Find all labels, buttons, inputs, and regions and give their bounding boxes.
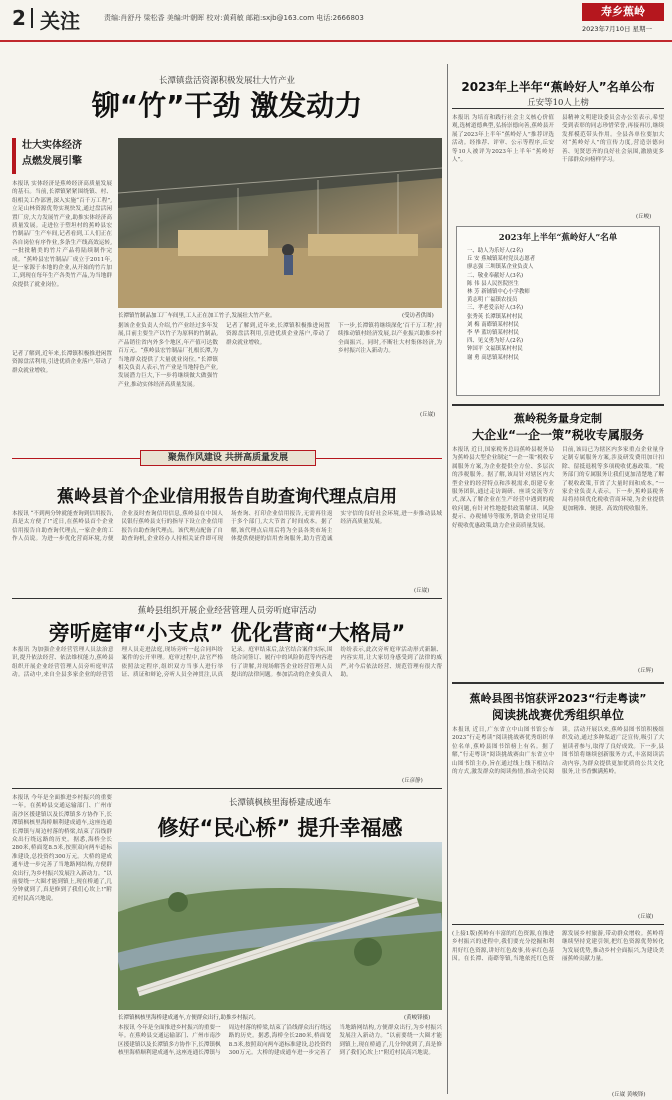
- list-item: 林 芳 新铺镇中心小学教师: [467, 289, 530, 296]
- goodpeople-list-box: [456, 226, 660, 396]
- top-text-col1b: 记者了解到,近年来,长潭镇积极推进闲置资源盘活利用,引进优质企业落户,带动了群众就业增收。: [12, 351, 112, 374]
- page-name: 关注: [40, 9, 80, 33]
- bridge-photo: [118, 842, 442, 1010]
- goodpeople-text1: 本报讯 为培育和践行社会主义核心价值观,选树道德典型,弘扬崇德向善,蕉岭县开展了2023年上半年“蕉岭好人”推荐评选活动。经推荐、评审、公示等程序,丘安等10人被评为2023年上半年“蕉岭好人”。: [452, 115, 554, 164]
- tax-text1: 本报讯 近日,国家税务总局蕉岭县税务局为蕉岭县大型企业制定“一企一策”税收专属服务方案,为企业提供全方位、多层次的涉税服务。据了解,该局针对辖区内大型企业的经营特点和涉税需求,组建专业服务团队,通过走访调研、座谈交流等方式,深入了解企业在生产经营中遇到的税收问题,有针对性地提供政策解读、风险提示、办税辅导等服务,帮助企业用足用好税收优惠政策,助力企业高质量发展。: [452, 447, 554, 529]
- library-title-small: 蕉岭县图书馆获评2023“行走粤读”: [469, 692, 647, 705]
- library-byline: (丘崴): [638, 914, 654, 920]
- credit-title: 蕉岭县首个企业信用报告自助查询代理点启用: [57, 487, 397, 507]
- top-photo-caption: 长潭镇竹制品加工厂车间里,工人正在加工竹子,发展壮大竹产业。: [118, 313, 276, 319]
- list-item: 一、助人为乐好人(2名): [467, 248, 524, 254]
- list-item: 谢 勇 高思镇某村村民: [467, 354, 519, 361]
- goodpeople-title: 2023年上半年“蕉岭好人”名单公布: [461, 80, 655, 94]
- goodpeople-subtitle: 丘安等10人上榜: [527, 98, 589, 108]
- divider: [12, 788, 442, 789]
- divider: [452, 404, 664, 406]
- header-divider: [31, 8, 33, 28]
- continuation-text: (上接1版)蕉岭有丰富的红色资源,在推进乡村振兴的进程中,我们要充分挖掘和利用好红色资源,讲好红色故事,传承红色基因。在长潭、南磜等镇,当地依托红色资源发展乡村旅游,带动群众增收。蕉岭将继续坚持党建引领,把红色资源优势转化为发展优势,推动乡村全面振兴,为建设美丽蕉岭贡献力量。: [452, 931, 664, 963]
- goodpeople-text2: 县精神文明建设委员会办公室表示,希望受到表彰的同志珍惜荣誉,再接再厉,继续发挥模范带头作用。全县各单位要加大对“蕉岭好人”的宣传力度,营造崇德向善、见贤思齐的良好社会氛围,激励更多干部群众向榜样学习。: [562, 115, 664, 164]
- top-text-col2: 据该企业负责人介绍,竹产业经过多年发展,目前主要生产以竹子为原料的竹制品,产品销往省内外多个地区,年产值可达数百万元。“蕉岭县宏竹制品厂扎根长潭,为当地群众提供了大量就业岗位。”长潭镇相关负责人表示,竹产业是当地特色产业,发展潜力巨大,下一步将继续做大做强竹产业,推动实体经济高质量发展。: [118, 323, 218, 388]
- top-kicker: 长潭镇盘活资源积极发展壮大竹产业: [158, 76, 295, 86]
- divider: [452, 108, 664, 109]
- top-title: 铆“竹”干劲 激发动力: [91, 89, 363, 122]
- credit-text: 本报讯 “不到两分钟就能查询到信用报告,真是太方便了!”近日,在蕉岭县首个企业信用报告自助查询代理点,一家企业的工作人员说。为进一步优化营商环境,方便企业及时查询信用信息,蕉岭县在中国人民银行蕉岭县支行的指导下设立企业信用报告自助查询代理点。该代理点配备了自助查询机,企业经办人持相关证件即可现场查询、打印企业信用报告,无需再往返于多个部门,大大节省了时间成本。据了解,该代理点启用后将为全县各类市场主体提供便捷的信用查询服务,助力营造诚实守信的良好社会环境,进一步推动县域经济高质量发展。: [12, 511, 442, 543]
- tax-title: 大企业“一企一策”税收专属服务: [472, 428, 644, 442]
- library-text: 本报讯 近日,广东省立中山图书馆公布2023“行走粤读”阅读挑战赛优秀组织单位名单,蕉岭县图书馆榜上有名。据了解,“行走粤读”阅读挑战赛由广东省立中山图书馆主办,旨在通过线上线下相结合的方式,激发群众的阅读热情,推动全民阅读。活动开展以来,蕉岭县图书馆积极组织发动,通过多种渠道广泛宣传,吸引了大量读者参与,取得了良好成效。下一步,县图书馆将继续创新服务方式,丰富阅读活动内容,为群众提供更加优质的公共文化服务,让书香飘满蕉岭。: [452, 727, 664, 776]
- list-item: 廖志强 三圳镇某企业负责人: [467, 264, 534, 271]
- top-photo-credit: (受访者供图): [402, 313, 434, 319]
- bridge-credit: (黄峻锋摄): [404, 1015, 431, 1021]
- divider: [12, 598, 442, 599]
- bridge-title: 修好“民心桥” 提升幸福感: [157, 816, 403, 840]
- continuation-byline: (丘崴 黄峻锋): [612, 1092, 646, 1098]
- list-item: 钟国平 文福镇某村村民: [467, 346, 523, 353]
- credit-byline: (丘崴): [414, 588, 430, 594]
- bridge-kicker: 长潭镇枫核里海桥建成通车: [228, 798, 331, 808]
- top-text-col1: 本报讯 实体经济是蕉岭经济高质量发展的基石。当前,长潭镇紧紧围绕镇、村、组相关工作部署,深入实施“百千万工程”,立足山林资源优势实现快发,通过盘活闲置厂房,大力发展竹产业,助推实体经济高质量发展。走进位于塑坦村的蕉岭县宏竹制品厂生产车间,记者看到,工人们正在各自岗位有序作业,多条生产线高效运转,一批批精美的竹片产品将陆续制作完成。“蕉岭县宏竹制品厂成立于2011年,是一家源于本地的企业,从开始的竹片加工,到现在每年生产各类竹产品,为当地群众提供了就业岗位。: [12, 181, 112, 288]
- bridge-text: 本报讯 今年是全面推进乡村振兴的重要一年。在蕉岭县交通运输部门、广州市南沙区援建镇以及长潭镇多方协作下,长潭镇枫核里海桥顺利建成通车,这座连通长潭镇与周边村落的桥梁,结束了沿线群众出行绕远路的历史。据悉,海桥全长280米,桥面宽8.5米,按照双向两车道标准建设,总投资约300万元。大桥的建成通车进一步完善了当地路网结构,方便群众出行,为乡村振兴发展注入新动力。“以前要绕一大圈才能到镇上,现在桥通了,几分钟就到了,真是修到了我们心坎上!”附近村民高兴地说。: [12, 795, 112, 902]
- page-number: 2: [12, 6, 26, 30]
- issue-date: 2023年7月10日 星期一: [582, 25, 653, 33]
- list-item: 丘 安 蕉城镇某村党员志愿者: [467, 256, 536, 263]
- tax-title-small: 蕉岭税务量身定制: [514, 412, 602, 425]
- list-item: 刘 梅 南磜镇某村村民: [467, 321, 519, 328]
- goodpeople-list: [457, 243, 659, 362]
- list-item: 陈 伟 县人民医院医生: [467, 280, 519, 287]
- divider: [452, 682, 664, 684]
- divider: [452, 924, 664, 925]
- top-byline: (丘崴): [420, 412, 436, 418]
- goodpeople-byline: (丘峻): [636, 214, 652, 220]
- banner-tag: 聚焦作风建设 共拼高质量发展: [140, 450, 316, 466]
- goodpeople-list-title: 2023年上半年“蕉岭好人”名单: [498, 233, 618, 243]
- tax-text2: 目前,该局已为辖区内多家重点企业量身定制专属服务方案,涉及研发费用加计扣除、留抵退税等多项税收优惠政策。“税务部门的专属服务让我们更加清楚地了解了税收政策,节省了大量时间和成本。”一家企业负责人表示。下一步,蕉岭县税务局将持续优化税收营商环境,为企业提供更加精准、便捷、高效的税收服务。: [562, 447, 664, 512]
- trial-kicker: 蕉岭县组织开展企业经营管理人员旁听庭审活动: [137, 606, 317, 616]
- list-item: 二、敬业奉献好人(3名): [467, 272, 524, 279]
- list-item: 张秀英 长潭镇某村村民: [467, 313, 523, 320]
- trial-byline: (丘彦静): [402, 778, 423, 784]
- list-item: 三、孝老爱亲好人(3名): [467, 305, 524, 312]
- bridge-text2: 本报讯 今年是全面推进乡村振兴的重要一年。在蕉岭县交通运输部门、广州市南沙区援建镇以及长潭镇多方协作下,长潭镇枫核里海桥顺利建成通车,这座连通长潭镇与周边村落的桥梁,结束了沿线群众出行绕远路的历史。据悉,海桥全长280米,桥面宽8.5米,按照双向两车道标准建设,总投资约300万元。大桥的建成通车进一步完善了当地路网结构,方便群众出行,为乡村振兴发展注入新动力。“以前要绕一大圈才能到镇上,现在桥通了,几分钟就到了,真是修到了我们心坎上!”附近村民高兴地说。: [118, 1025, 442, 1057]
- top-text-col4: 下一步,长潭镇将继续深化‘百千万工程’,持续推动镇村经济发展,以产业振兴助推乡村全面振兴。同时,不断壮大村集体经济,为乡村振兴注入新动力。: [338, 323, 442, 355]
- tax-byline: (丘辉): [638, 668, 654, 674]
- trial-text: 本报讯 为加强企业经营管理人员法治意识,提升依法经营、依法维权能力,蕉岭县组织开展企业经营管理人员旁听庭审活动。活动中,来自全县多家企业的经营管理人员走进法庭,现场旁听一起合同纠纷案件的公开审理。庭审过程中,法官严格依照法定程序,组织双方当事人进行举证、质证和辩论,旁听人员全神贯注,认真记录。庭审结束后,法官结合案件实际,围绕合同签订、履行中的风险防范等内容进行了讲解,并现场解答企业经营管理人员提出的法律问题。参加活动的企业负责人纷纷表示,此次旁听庭审活动形式新颖、内容实用,让大家切身感受到了法律的威严,对今后依法经营、规范管理有很大帮助。: [12, 647, 442, 679]
- top-subhead: 壮大实体经济 点燃发展引擎: [12, 138, 112, 174]
- editor-credits: 责编:肖舒丹 梁松香 美编:叶朝晖 校对:黄莉敏 邮箱:sxjb@163.com 电话:2666803: [104, 14, 364, 22]
- masthead-logo: 寿乡蕉岭: [582, 3, 664, 21]
- list-item: 黄志明 广福镇农技员: [467, 297, 518, 304]
- list-item: 李 华 蓝坊镇某村村民: [467, 330, 519, 337]
- bridge-caption: 长潭镇枫核里海桥建成通车,方便群众出行,助推乡村振兴。: [118, 1015, 259, 1021]
- column-divider: [447, 64, 448, 1094]
- list-item: 四、见义勇为好人(2名): [467, 338, 524, 345]
- top-text-col3: 记者了解到,近年来,长潭镇积极推进闲置资源盘活利用,引进优质企业落户,带动了群众就业增收。: [226, 323, 330, 346]
- trial-title: 旁听庭审“小支点” 优化营商“大格局”: [48, 621, 406, 645]
- library-title: 阅读挑战赛优秀组织单位: [491, 708, 624, 722]
- bamboo-factory-photo: [118, 138, 442, 308]
